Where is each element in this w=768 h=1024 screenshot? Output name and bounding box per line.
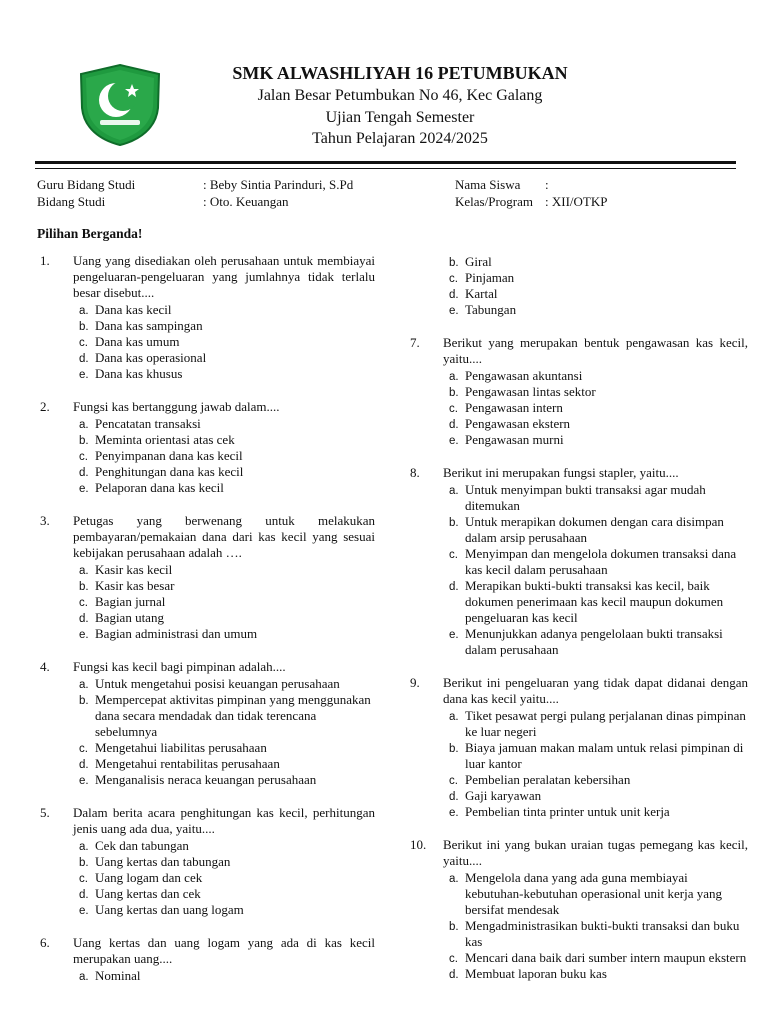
option-text: Menunjukkan adanya pengelolaan bukti transaksi dalam perusahaan [465,626,723,657]
answer-option [73,432,375,448]
question-stem [37,659,375,675]
question-stem [37,935,375,967]
option-letter: c. [449,273,458,285]
answer-option [73,350,375,366]
option-letter: b. [449,517,459,529]
option-text: Penghitungan dana kas kecil [95,464,244,479]
option-letter: d. [79,353,89,365]
answer-option [73,480,375,496]
option-letter: a. [79,841,89,853]
answer-option [73,692,375,740]
option-text: Untuk mengetahui posisi keuangan perusahaan [95,676,340,691]
question-options [37,302,375,382]
option-letter: e. [79,483,89,495]
option-text: Dana kas khusus [95,366,183,381]
question-stem [407,335,748,367]
option-text: Pembelian peralatan kebersihan [465,772,631,787]
option-letter: b. [79,695,89,707]
option-letter: b. [79,581,89,593]
answer-option [73,870,375,886]
question-number: 1. [40,253,50,268]
question-4 [37,659,375,788]
option-letter: c. [79,337,88,349]
option-letter: a. [79,305,89,317]
question-text: Berikut ini merupakan fungsi stapler, yaitu.... [443,465,679,480]
option-text: Mengadministrasikan bukti-bukti transaksi dan buku kas [465,918,740,949]
exam-title: Ujian Tengah Semester [325,109,475,126]
question-text: Fungsi kas bertanggung jawab dalam.... [73,399,280,414]
question-stem [37,513,375,561]
question-text: Uang kertas dan uang logam yang ada di kas kecil merupakan uang.... [73,935,375,966]
teacher-value: : Beby Sintia Parinduri, S.Pd [203,177,354,192]
student-value: : [545,177,549,192]
answer-option [443,400,748,416]
subject-value: : Oto. Keuangan [203,194,289,209]
question-stem [407,837,748,869]
option-letter: b. [79,435,89,447]
header-rule-thin [35,168,736,169]
answer-option [73,464,375,480]
option-letter: b. [79,857,89,869]
option-text: Nominal [95,968,141,983]
answer-option [73,854,375,870]
option-text: Membuat laporan buku kas [465,966,607,981]
class-label: Kelas/Program [455,194,533,209]
question-options [37,676,375,788]
question-stem [407,675,748,707]
option-letter: a. [449,873,459,885]
answer-option [73,318,375,334]
answer-option [443,788,748,804]
option-text: Penyimpanan dana kas kecil [95,448,243,463]
answer-option [73,302,375,318]
option-letter: c. [449,549,458,561]
question-9 [407,675,748,820]
question-5 [37,805,375,918]
option-letter: c. [449,403,458,415]
option-text: Giral [465,254,492,269]
answer-option [443,482,748,514]
question-number: 5. [40,805,50,820]
question-number: 10. [410,837,427,852]
option-letter: d. [79,613,89,625]
right-question-column [407,253,748,999]
option-text: Merapikan bukti-bukti transaksi kas kecil, baik dokumen penerimaan kas kecil maupun dokumen pengeluaran kas kecil [465,578,724,625]
answer-option [443,368,748,384]
school-year: Tahun Pelajaran 2024/2025 [312,130,488,147]
question-7 [407,335,748,448]
option-text: Untuk menyimpan bukti transaksi agar mudah ditemukan [465,482,706,513]
option-letter: e. [79,905,89,917]
option-text: Dana kas operasional [95,350,207,365]
answer-option [443,950,748,966]
question-text: Dalam berita acara penghitungan kas kecil, perhitungan jenis uang ada dua, yaitu.... [73,805,375,836]
question-text: Berikut yang merupakan bentuk pengawasan kas kecil, yaitu.... [443,335,748,366]
option-text: Dana kas umum [95,334,180,349]
option-letter: d. [79,889,89,901]
left-question-column [37,253,375,1001]
option-letter: c. [79,873,88,885]
question-6-options-continued [407,254,748,318]
option-letter: c. [449,953,458,965]
answer-option [73,902,375,918]
question-options [37,562,375,642]
question-options [37,838,375,918]
answer-option [443,740,748,772]
answer-option [73,676,375,692]
option-text: Pengawasan murni [465,432,564,447]
option-text: Gaji karyawan [465,788,542,803]
option-text: Biaya jamuan makan malam untuk relasi pimpinan di luar kantor [465,740,744,771]
option-letter: e. [449,629,459,641]
question-number: 9. [410,675,420,690]
class-value: : XII/OTKP [545,194,608,209]
question-options [407,870,748,982]
option-letter: b. [79,321,89,333]
answer-option [73,366,375,382]
question-6 [37,935,375,984]
option-text: Pengawasan intern [465,400,563,415]
teacher-label: Guru Bidang Studi [37,177,136,192]
option-text: Kartal [465,286,498,301]
option-letter: e. [449,305,459,317]
option-letter: e. [79,629,89,641]
answer-option [73,886,375,902]
option-letter: c. [79,451,88,463]
option-letter: a. [449,711,459,723]
question-number: 6. [40,935,50,950]
option-letter: b. [449,387,459,399]
answer-option [443,870,748,918]
section-title: Pilihan Berganda! [37,226,143,241]
option-letter: c. [449,775,458,787]
option-letter: d. [449,969,459,981]
answer-option [73,578,375,594]
option-text: Bagian utang [95,610,164,625]
option-text: Dana kas kecil [95,302,172,317]
option-text: Tabungan [465,302,517,317]
answer-option [443,578,748,626]
answer-option [73,448,375,464]
answer-option [73,968,375,984]
question-number: 2. [40,399,50,414]
option-letter: d. [79,467,89,479]
option-letter: a. [79,679,89,691]
answer-option [443,918,748,950]
option-letter: d. [449,791,459,803]
question-options [407,708,748,820]
option-text: Mengetahui rentabilitas perusahaan [95,756,280,771]
question-stem [37,399,375,415]
option-text: Uang kertas dan cek [95,886,201,901]
school-address: Jalan Besar Petumbukan No 46, Kec Galang [257,87,543,104]
question-options [37,416,375,496]
option-letter: d. [449,419,459,431]
answer-option [73,756,375,772]
option-letter: c. [79,597,88,609]
answer-option [73,740,375,756]
option-text: Pengawasan ekstern [465,416,571,431]
option-letter: e. [449,807,459,819]
question-text: Fungsi kas kecil bagi pimpinan adalah.... [73,659,286,674]
answer-option [443,514,748,546]
option-letter: d. [449,581,459,593]
option-text: Pembelian tinta printer untuk unit kerja [465,804,670,819]
option-text: Uang kertas dan tabungan [95,854,231,869]
answer-option [443,254,748,270]
question-2 [37,399,375,496]
question-text: Petugas yang berwenang untuk melakukan pembayaran/pemakaian dana dari kas kecil yang sesuai kebijakan perusahaan adalah …. [73,513,375,560]
answer-option [73,610,375,626]
answer-option [73,416,375,432]
question-options [407,482,748,658]
option-text: Pelaporan dana kas kecil [95,480,224,495]
option-text: Pencatatan transaksi [95,416,201,431]
option-text: Bagian administrasi dan umum [95,626,258,641]
option-text: Tiket pesawat pergi pulang perjalanan dinas pimpinan ke luar negeri [465,708,746,739]
question-text: Berikut ini pengeluaran yang tidak dapat didanai dengan dana kas kecil yaitu.... [443,675,748,706]
question-number: 3. [40,513,50,528]
question-3 [37,513,375,642]
option-letter: a. [449,485,459,497]
answer-option [443,384,748,400]
option-letter: a. [79,971,89,983]
question-1 [37,253,375,382]
answer-option [443,626,748,658]
answer-option [443,286,748,302]
answer-option [443,966,748,982]
option-letter: e. [79,369,89,381]
option-text: Pengawasan lintas sektor [465,384,596,399]
answer-option [443,546,748,578]
question-text: Uang yang disediakan oleh perusahaan untuk membiayai pengeluaran-pengeluaran yang jumlahnya tidak terlalu besar disebut.... [73,253,375,300]
option-letter: e. [79,775,89,787]
option-text: Meminta orientasi atas cek [95,432,235,447]
option-text: Cek dan tabungan [95,838,189,853]
option-letter: c. [79,743,88,755]
subject-label: Bidang Studi [37,194,106,209]
answer-option [443,270,748,286]
option-text: Pengawasan akuntansi [465,368,583,383]
option-text: Untuk merapikan dokumen dengan cara disimpan dalam arsip perusahaan [465,514,724,545]
option-text: Pinjaman [465,270,515,285]
answer-option [73,334,375,350]
option-letter: e. [449,435,459,447]
option-text: Mengelola dana yang ada guna membiayai kebutuhan-kebutuhan operasional unit kerja yang bersifat mendesak [465,870,723,917]
question-stem [407,465,748,481]
answer-option [443,302,748,318]
answer-option [443,432,748,448]
question-options [37,968,375,984]
option-text: Mempercepat aktivitas pimpinan yang menggunakan dana secara mendadak dan tidak terencana sebelumnya [95,692,371,739]
option-letter: b. [449,743,459,755]
answer-option [443,804,748,820]
question-options [407,368,748,448]
answer-option [73,594,375,610]
option-text: Bagian jurnal [95,594,166,609]
question-8 [407,465,748,658]
option-text: Mengetahui liabilitas perusahaan [95,740,267,755]
answer-option [73,626,375,642]
option-letter: b. [449,921,459,933]
option-letter: b. [449,257,459,269]
option-letter: a. [79,419,89,431]
header-rule-thick [35,161,736,164]
question-text: Berikut ini yang bukan uraian tugas pemegang kas kecil, yaitu.... [443,837,748,868]
question-10 [407,837,748,982]
answer-option [443,416,748,432]
question-number: 4. [40,659,50,674]
question-number: 8. [410,465,420,480]
answer-option [443,772,748,788]
option-text: Uang logam dan cek [95,870,203,885]
option-text: Kasir kas kecil [95,562,173,577]
right-questions [407,335,748,982]
question-stem [37,253,375,301]
student-label: Nama Siswa [455,177,521,192]
question-stem [37,805,375,837]
option-text: Dana kas sampingan [95,318,203,333]
school-name: SMK ALWASHLIYAH 16 PETUMBUKAN [232,63,568,83]
option-text: Menyimpan dan mengelola dokumen transaksi dana kas kecil dalam perusahaan [465,546,737,577]
option-text: Kasir kas besar [95,578,175,593]
answer-option [443,708,748,740]
answer-option [73,772,375,788]
option-letter: d. [449,289,459,301]
option-letter: a. [449,371,459,383]
option-letter: d. [79,759,89,771]
option-text: Menganalisis neraca keuangan perusahaan [95,772,317,787]
question-number: 7. [410,335,420,350]
option-text: Mencari dana baik dari sumber intern maupun ekstern [465,950,747,965]
answer-option [73,838,375,854]
answer-option [73,562,375,578]
option-letter: a. [79,565,89,577]
option-text: Uang kertas dan uang logam [95,902,244,917]
